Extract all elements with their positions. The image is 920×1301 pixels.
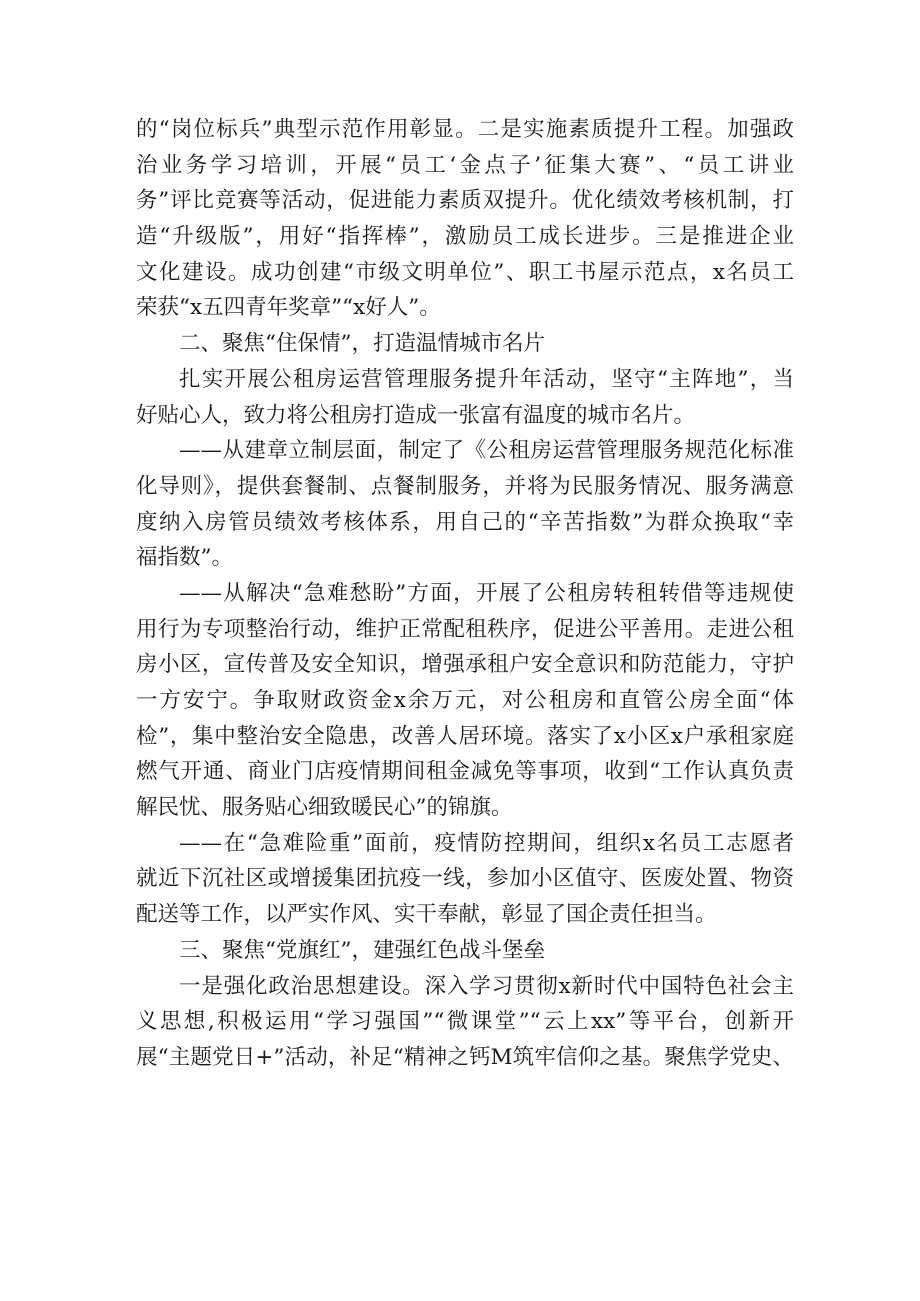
document-body (136, 112, 794, 1076)
text-line: 配送等工作，以严实作风、实干奉献，彰显了国企责任担当。 (136, 902, 717, 928)
text-line: 务”评比竞赛等活动，促进能力素质双提升。优化绩效考核机制，打 (136, 188, 794, 214)
paragraph (136, 826, 794, 933)
text-line: 度纳入房管员绩效考核体系，用自己的“辛苦指数”为群众换取“幸 (136, 509, 794, 535)
text-line: 造“升级版”，用好“指挥棒”，激励员工成长进步。三是推进企业 (136, 224, 794, 250)
paragraph (136, 433, 794, 576)
text-line: 化导则》，提供套餐制、点餐制服务，并将为民服务情况、服务满意 (136, 473, 794, 499)
paragraph (136, 362, 794, 433)
text-line: 一是强化政治思想建设。深入学习贯彻x新时代中国特色社会主 (179, 973, 794, 999)
text-line: 检”，集中整治安全隐患，改善人居环境。落实了x小区x户承租家庭 (136, 723, 794, 749)
paragraph-continuation (136, 112, 794, 326)
text-line: ——从建章立制层面，制定了《公租房运营管理服务规范化标准 (179, 438, 794, 464)
section-heading-2 (136, 326, 794, 362)
paragraph (136, 576, 794, 826)
heading-line: 二、聚焦“住保情”，打造温情城市名片 (179, 331, 545, 357)
text-line: 扎实开展公租房运营管理服务提升年活动，坚守“主阵地”，当 (179, 366, 794, 392)
text-line: 房小区，宣传普及安全知识，增强承租户安全意识和防范能力，守护 (136, 652, 794, 678)
section-heading-3 (136, 933, 794, 969)
text-line: ——在“急难险重”面前，疫情防控期间，组织x名员工志愿者 (179, 830, 794, 856)
text-line: 荣获“x五四青年奖章”“x好人”。 (136, 295, 441, 321)
text-line: 燃气开通、商业门店疫情期间租金减免等事项，收到“工作认真负责 (136, 759, 794, 785)
text-line: 用行为专项整治行动，维护正常配租秩序，促进公平善用。走进公租 (136, 616, 794, 642)
text-line: 就近下沉社区或增援集团抗疫一线，参加小区值守、医废处置、物资 (136, 866, 794, 892)
text-line: ——从解决“急难愁盼”方面，开展了公租房转租转借等违规使 (179, 580, 794, 606)
text-line: 好贴心人，致力将公租房打造成一张富有温度的城市名片。 (136, 402, 696, 428)
text-line: 治业务学习培训，开展“员工‘金点子’征集大赛”、“员工讲业 (136, 152, 794, 178)
text-line: 展“主题党日+”活动，补足“精神之钙M筑牢信仰之基。聚焦学党史、 (136, 1044, 794, 1070)
text-line: 福指数”。 (136, 545, 233, 571)
paragraph (136, 969, 794, 1076)
text-line: 义思想,积极运用“学习强国”“微课堂”“云上xx”等平台，创新开 (136, 1009, 794, 1035)
heading-line: 三、聚焦“党旗红”，建强红色战斗堡垒 (179, 937, 545, 963)
text-line: 一方安宁。争取财政资金x余万元，对公租房和直管公房全面“体 (136, 688, 794, 713)
text-line: 的“岗位标兵”典型示范作用彰显。二是实施素质提升工程。加强政 (136, 117, 794, 142)
text-line: 解民忧、服务贴心细致暖民心”的锦旗。 (136, 795, 513, 821)
text-line: 文化建设。成功创建“市级文明单位”、职工书屋示范点，x名员工 (136, 259, 794, 285)
